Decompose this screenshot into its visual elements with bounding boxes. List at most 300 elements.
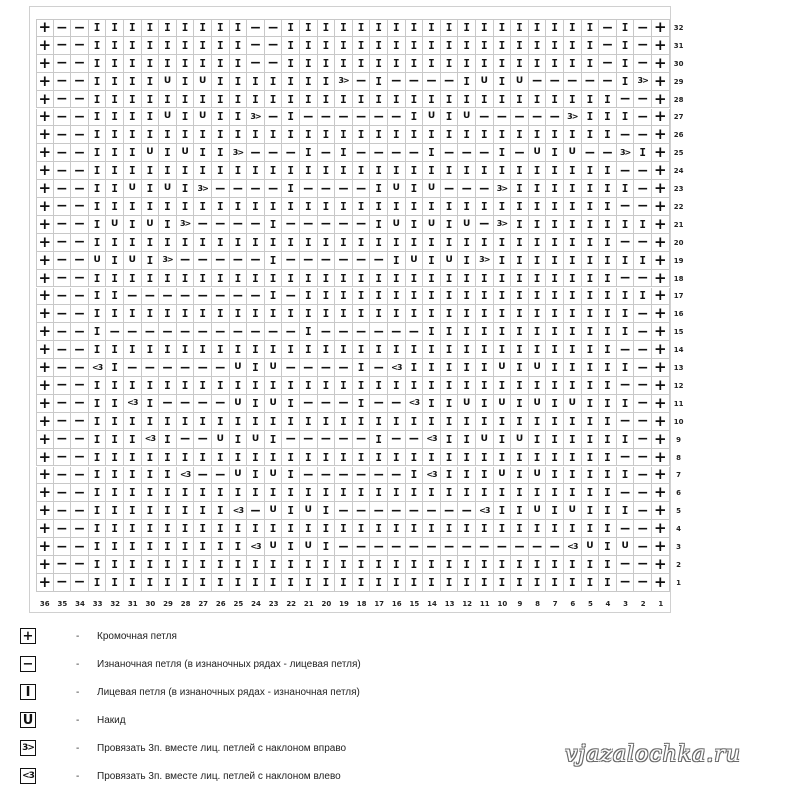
knit-stitch: I	[529, 288, 547, 306]
knit-stitch: I	[300, 144, 318, 162]
purl-stitch: −	[54, 126, 72, 144]
knit-stitch: I	[230, 431, 248, 449]
knit-stitch: I	[599, 341, 617, 359]
knit-stitch: I	[194, 162, 212, 180]
edge-stitch: +	[652, 305, 670, 323]
knit-stitch: I	[582, 126, 600, 144]
knit-stitch: I	[406, 449, 424, 467]
knit-stitch: I	[564, 288, 582, 306]
knit-stitch: I	[247, 126, 265, 144]
purl-stitch: −	[370, 109, 388, 127]
knit-stitch: I	[89, 144, 107, 162]
purl-stitch: −	[300, 109, 318, 127]
knit-stitch: I	[177, 413, 195, 431]
knit-stitch: I	[194, 449, 212, 467]
knit-stitch: I	[441, 55, 459, 73]
knit-stitch: I	[370, 162, 388, 180]
purl-stitch: −	[54, 359, 72, 377]
knit-stitch: I	[230, 270, 248, 288]
knit-stitch: I	[353, 162, 371, 180]
knit-stitch: I	[247, 574, 265, 592]
purl-stitch: −	[634, 323, 652, 341]
legend-item	[20, 711, 720, 729]
knit-stitch: I	[511, 180, 529, 198]
legend-dash: -	[76, 686, 80, 698]
purl-stitch: −	[634, 359, 652, 377]
knit-stitch: I	[194, 126, 212, 144]
knit-stitch: I	[353, 234, 371, 252]
knit-stitch: I	[599, 180, 617, 198]
row-number: 27	[673, 113, 684, 122]
purl-stitch: −	[71, 198, 89, 216]
purl-stitch: −	[212, 395, 230, 413]
knit-stitch: I	[511, 341, 529, 359]
knit-stitch: I	[230, 556, 248, 574]
knit-stitch: I	[159, 341, 177, 359]
knit-stitch: I	[300, 234, 318, 252]
knit-stitch: I	[247, 73, 265, 91]
knit-stitch: I	[476, 198, 494, 216]
edge-stitch: +	[652, 556, 670, 574]
knit-stitch: I	[406, 467, 424, 485]
knit-stitch: I	[511, 126, 529, 144]
knit-stitch: I	[212, 574, 230, 592]
knit-stitch: I	[194, 144, 212, 162]
knit-stitch: I	[599, 198, 617, 216]
knit-stitch: I	[353, 126, 371, 144]
k3tog-left-icon: <3	[476, 502, 494, 520]
knit-stitch: I	[89, 162, 107, 180]
knit-stitch: I	[335, 198, 353, 216]
knit-stitch: I	[124, 431, 142, 449]
edge-stitch: +	[652, 359, 670, 377]
knit-stitch: I	[476, 377, 494, 395]
purl-stitch: −	[388, 467, 406, 485]
knit-stitch: I	[89, 520, 107, 538]
knit-stitch: I	[159, 234, 177, 252]
knit-stitch: I	[423, 574, 441, 592]
knit-stitch: I	[212, 413, 230, 431]
yarn-over: U	[247, 431, 265, 449]
purl-stitch: −	[212, 252, 230, 270]
knit-stitch: I	[423, 484, 441, 502]
legend-dash: -	[76, 630, 80, 642]
knit-stitch: I	[599, 467, 617, 485]
knit-stitch: I	[388, 37, 406, 55]
column-number: 32	[110, 599, 121, 608]
purl-stitch: −	[212, 180, 230, 198]
knit-stitch: I	[494, 270, 512, 288]
knit-stitch: I	[142, 341, 160, 359]
purl-stitch: −	[353, 538, 371, 556]
knit-stitch: I	[177, 180, 195, 198]
knit-stitch: I	[388, 341, 406, 359]
legend-item	[20, 627, 720, 645]
knit-stitch: I	[318, 502, 336, 520]
knit-stitch: I	[142, 37, 160, 55]
purl-stitch: −	[388, 73, 406, 91]
knit-stitch: I	[230, 198, 248, 216]
knit-stitch: I	[89, 288, 107, 306]
purl-stitch: −	[71, 37, 89, 55]
knit-stitch: I	[458, 323, 476, 341]
knit-stitch: I	[212, 556, 230, 574]
knit-stitch: I	[599, 538, 617, 556]
knit-stitch: I	[370, 377, 388, 395]
knit-stitch: I	[370, 19, 388, 37]
legend-text: Накид	[97, 714, 126, 726]
knit-stitch: I	[511, 449, 529, 467]
column-number: 13	[444, 599, 455, 608]
knit-stitch: I	[388, 234, 406, 252]
purl-stitch: −	[54, 502, 72, 520]
knit-stitch: I	[265, 126, 283, 144]
purl-stitch: −	[458, 144, 476, 162]
knit-stitch: I	[89, 234, 107, 252]
knit-stitch: I	[282, 341, 300, 359]
purl-stitch: −	[476, 216, 494, 234]
k3tog-left-icon: <3	[230, 502, 248, 520]
knit-stitch: I	[511, 520, 529, 538]
knit-stitch: I	[318, 19, 336, 37]
purl-stitch: −	[370, 467, 388, 485]
purl-stitch: −	[406, 73, 424, 91]
yarn-over: U	[406, 252, 424, 270]
purl-stitch: −	[353, 73, 371, 91]
purl-stitch: −	[353, 502, 371, 520]
yarn-over: U	[124, 252, 142, 270]
knit-stitch: I	[282, 467, 300, 485]
purl-stitch: −	[634, 55, 652, 73]
knit-stitch: I	[124, 37, 142, 55]
knit-stitch: I	[546, 55, 564, 73]
knit-stitch: I	[370, 305, 388, 323]
purl-stitch: −	[54, 216, 72, 234]
knit-stitch: I	[282, 484, 300, 502]
purl-stitch: −	[634, 377, 652, 395]
knit-stitch: I	[582, 359, 600, 377]
knit-stitch: I	[546, 413, 564, 431]
column-number: 5	[587, 599, 593, 608]
knit-stitch: I	[142, 234, 160, 252]
purl-stitch: −	[230, 252, 248, 270]
knit-stitch: I	[318, 538, 336, 556]
knit-stitch: I	[599, 413, 617, 431]
column-number: 33	[92, 599, 103, 608]
knit-stitch: I	[318, 234, 336, 252]
purl-stitch: −	[71, 270, 89, 288]
knit-stitch: I	[546, 126, 564, 144]
knit-stitch: I	[318, 73, 336, 91]
knit-stitch: I	[265, 449, 283, 467]
knit-stitch: I	[230, 55, 248, 73]
knit-stitch: I	[494, 484, 512, 502]
knit-stitch: I	[406, 180, 424, 198]
knit-stitch: I	[106, 395, 124, 413]
yarn-over: U	[159, 109, 177, 127]
knit-stitch: I	[564, 431, 582, 449]
knit-stitch: I	[546, 377, 564, 395]
knit-stitch: I	[564, 37, 582, 55]
row-number: 28	[673, 95, 684, 104]
knit-stitch: I	[230, 126, 248, 144]
edge-stitch: +	[36, 377, 54, 395]
knit-stitch: I	[582, 252, 600, 270]
purl-stitch: −	[441, 538, 459, 556]
purl-stitch: −	[71, 252, 89, 270]
knit-stitch: I	[159, 377, 177, 395]
purl-stitch: −	[406, 502, 424, 520]
knit-stitch: I	[546, 574, 564, 592]
k3tog-left-icon: <3	[142, 431, 160, 449]
yarn-over: U	[511, 431, 529, 449]
knit-stitch: I	[582, 341, 600, 359]
knit-stitch: I	[458, 359, 476, 377]
row-number: 4	[676, 525, 682, 534]
purl-stitch: −	[282, 216, 300, 234]
knit-stitch: I	[265, 574, 283, 592]
knit-stitch: I	[546, 484, 564, 502]
knit-stitch: I	[529, 431, 547, 449]
knit-stitch: I	[142, 449, 160, 467]
knit-stitch: I	[106, 252, 124, 270]
knit-stitch: I	[353, 91, 371, 109]
knit-stitch: I	[106, 431, 124, 449]
row-number: 31	[673, 41, 684, 50]
edge-stitch: +	[36, 395, 54, 413]
knit-stitch: I	[564, 162, 582, 180]
column-number: 1	[658, 599, 664, 608]
knit-stitch: I	[423, 234, 441, 252]
knit-stitch: I	[300, 484, 318, 502]
knit-stitch: I	[582, 305, 600, 323]
knit-stitch: I	[441, 395, 459, 413]
purl-stitch: −	[247, 144, 265, 162]
knit-stitch: I	[230, 37, 248, 55]
knit-stitch: I	[370, 37, 388, 55]
yarn-over: U	[423, 109, 441, 127]
knit-stitch: I	[406, 109, 424, 127]
purl-stitch: −	[54, 484, 72, 502]
legend-symbol-icon: I	[20, 684, 36, 700]
knit-stitch: I	[335, 91, 353, 109]
purl-stitch: −	[300, 180, 318, 198]
purl-stitch: −	[546, 538, 564, 556]
purl-stitch: −	[247, 252, 265, 270]
knit-stitch: I	[406, 126, 424, 144]
knit-stitch: I	[599, 502, 617, 520]
knit-stitch: I	[335, 162, 353, 180]
edge-stitch: +	[36, 91, 54, 109]
knit-stitch: I	[494, 413, 512, 431]
purl-stitch: −	[54, 341, 72, 359]
knit-stitch: I	[423, 359, 441, 377]
knit-stitch: I	[318, 162, 336, 180]
knit-stitch: I	[582, 234, 600, 252]
knit-stitch: I	[423, 449, 441, 467]
edge-stitch: +	[652, 467, 670, 485]
knit-stitch: I	[370, 180, 388, 198]
knit-stitch: I	[106, 37, 124, 55]
edge-stitch: +	[652, 538, 670, 556]
knit-stitch: I	[159, 502, 177, 520]
knit-stitch: I	[476, 359, 494, 377]
purl-stitch: −	[634, 484, 652, 502]
knit-stitch: I	[564, 359, 582, 377]
purl-stitch: −	[634, 556, 652, 574]
column-number: 16	[391, 599, 402, 608]
yarn-over: U	[617, 538, 635, 556]
purl-stitch: −	[634, 449, 652, 467]
yarn-over: U	[106, 216, 124, 234]
yarn-over: U	[265, 538, 283, 556]
purl-stitch: −	[529, 538, 547, 556]
purl-stitch: −	[194, 431, 212, 449]
knit-stitch: I	[476, 467, 494, 485]
knit-stitch: I	[423, 37, 441, 55]
purl-stitch: −	[370, 144, 388, 162]
knit-stitch: I	[406, 55, 424, 73]
knit-stitch: I	[494, 449, 512, 467]
purl-stitch: −	[617, 377, 635, 395]
knit-stitch: I	[177, 162, 195, 180]
purl-stitch: −	[300, 395, 318, 413]
knit-stitch: I	[546, 556, 564, 574]
knit-stitch: I	[494, 305, 512, 323]
purl-stitch: −	[300, 431, 318, 449]
knit-stitch: I	[300, 323, 318, 341]
yarn-over: U	[582, 538, 600, 556]
knit-stitch: I	[194, 91, 212, 109]
knit-stitch: I	[335, 234, 353, 252]
purl-stitch: −	[634, 270, 652, 288]
knit-stitch: I	[388, 198, 406, 216]
purl-stitch: −	[247, 323, 265, 341]
purl-stitch: −	[634, 305, 652, 323]
knit-stitch: I	[582, 162, 600, 180]
knit-stitch: I	[106, 162, 124, 180]
knit-stitch: I	[476, 19, 494, 37]
purl-stitch: −	[265, 323, 283, 341]
knit-stitch: I	[406, 359, 424, 377]
knit-stitch: I	[529, 520, 547, 538]
knit-stitch: I	[159, 270, 177, 288]
knit-stitch: I	[89, 413, 107, 431]
purl-stitch: −	[529, 73, 547, 91]
knit-stitch: I	[494, 234, 512, 252]
edge-stitch: +	[652, 37, 670, 55]
purl-stitch: −	[634, 126, 652, 144]
purl-stitch: −	[282, 431, 300, 449]
purl-stitch: −	[441, 502, 459, 520]
knit-stitch: I	[106, 574, 124, 592]
knit-stitch: I	[142, 502, 160, 520]
knit-stitch: I	[212, 19, 230, 37]
knit-stitch: I	[564, 377, 582, 395]
knit-stitch: I	[177, 377, 195, 395]
knit-stitch: I	[511, 323, 529, 341]
knit-stitch: I	[529, 37, 547, 55]
row-number: 32	[673, 23, 684, 32]
purl-stitch: −	[54, 431, 72, 449]
knit-stitch: I	[230, 341, 248, 359]
knit-stitch: I	[582, 520, 600, 538]
edge-stitch: +	[36, 19, 54, 37]
row-number: 3	[676, 543, 682, 552]
edge-stitch: +	[652, 502, 670, 520]
knit-stitch: I	[529, 198, 547, 216]
knit-stitch: I	[458, 305, 476, 323]
knit-stitch: I	[265, 520, 283, 538]
knit-stitch: I	[546, 359, 564, 377]
legend-text: Лицевая петля (в изнаночных рядах - изнаночная петля)	[97, 686, 360, 698]
purl-stitch: −	[582, 73, 600, 91]
purl-stitch: −	[194, 288, 212, 306]
edge-stitch: +	[652, 19, 670, 37]
knit-stitch: I	[529, 556, 547, 574]
knit-stitch: I	[265, 234, 283, 252]
legend-text: Провязать 3п. вместе лиц. петлей с наклоном вправо	[97, 742, 347, 754]
knit-stitch: I	[247, 162, 265, 180]
purl-stitch: −	[212, 359, 230, 377]
knit-stitch: I	[370, 449, 388, 467]
knit-stitch: I	[582, 180, 600, 198]
knit-stitch: I	[282, 270, 300, 288]
knit-stitch: I	[441, 126, 459, 144]
knit-stitch: I	[582, 467, 600, 485]
purl-stitch: −	[247, 502, 265, 520]
knit-stitch: I	[599, 449, 617, 467]
knit-stitch: I	[89, 395, 107, 413]
knit-stitch: I	[159, 91, 177, 109]
knit-stitch: I	[335, 413, 353, 431]
knit-stitch: I	[300, 162, 318, 180]
knit-stitch: I	[546, 305, 564, 323]
knit-stitch: I	[265, 73, 283, 91]
knit-stitch: I	[335, 574, 353, 592]
knit-stitch: I	[406, 216, 424, 234]
knit-stitch: I	[582, 288, 600, 306]
edge-stitch: +	[36, 162, 54, 180]
k3tog-left-icon: <3	[247, 538, 265, 556]
knit-stitch: I	[494, 19, 512, 37]
purl-stitch: −	[54, 377, 72, 395]
purl-stitch: −	[634, 109, 652, 127]
purl-stitch: −	[353, 252, 371, 270]
purl-stitch: −	[282, 323, 300, 341]
purl-stitch: −	[529, 109, 547, 127]
yarn-over: U	[212, 431, 230, 449]
knit-stitch: I	[106, 126, 124, 144]
purl-stitch: −	[142, 323, 160, 341]
purl-stitch: −	[142, 288, 160, 306]
knit-stitch: I	[318, 126, 336, 144]
purl-stitch: −	[247, 19, 265, 37]
knit-stitch: I	[458, 413, 476, 431]
knit-stitch: I	[511, 270, 529, 288]
knit-stitch: I	[370, 73, 388, 91]
knit-stitch: I	[159, 538, 177, 556]
knit-stitch: I	[406, 37, 424, 55]
knit-stitch: I	[159, 484, 177, 502]
knit-stitch: I	[423, 55, 441, 73]
purl-stitch: −	[458, 502, 476, 520]
knit-stitch: I	[124, 144, 142, 162]
purl-stitch: −	[353, 323, 371, 341]
knit-stitch: I	[511, 91, 529, 109]
knit-stitch: I	[124, 413, 142, 431]
knit-stitch: I	[247, 520, 265, 538]
